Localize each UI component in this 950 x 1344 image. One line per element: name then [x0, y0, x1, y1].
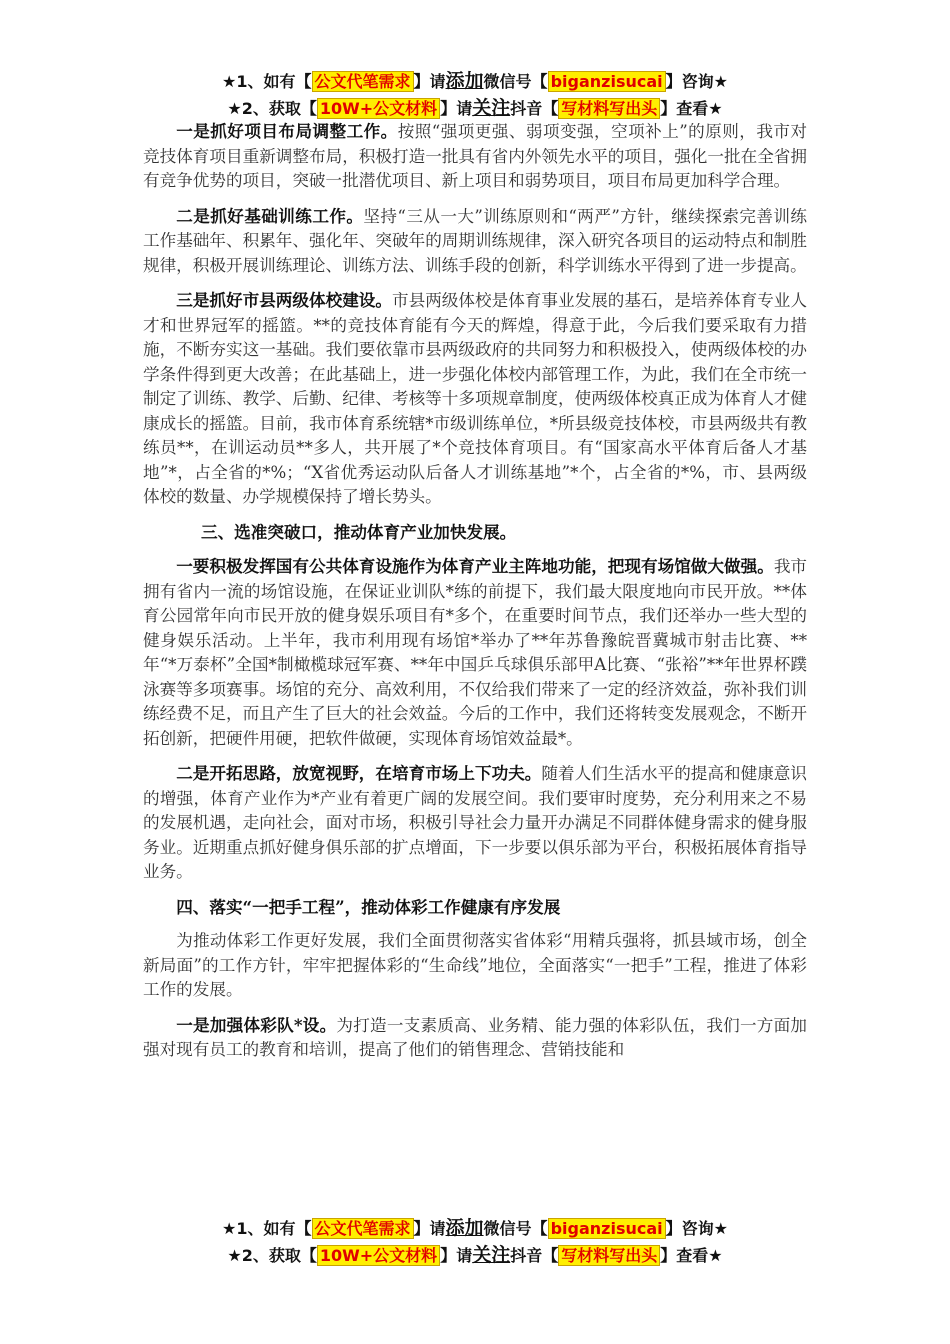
banner-line-2: ★2、获取【 10W+公文材料 】请关注抖音【 写材料写出头 】查看★	[227, 97, 723, 119]
paragraph-sports-schools: 三是抓好市县两级体校建设。市县两级体校是体育事业发展的基石，是培养体育专业人才和世界冠军的摇篮。**的竞技体育能有今天的辉煌，得意于此，今后我们要采取有力措施，不断夯实这一基础。我们要依靠市县两级政府的共同努力和积极投入，使两级体校的办学条件得到更大改善；在此基础上，进一步强化体校内部管理工作，为此，我们在全市统一制定了训练、教学、后勤、纪律、考核等十多项规章制度，使两级体校真正成为体育人才健康成长的摇篮。目前，我市体育系统辖*市级训练单位，*所县级竞技体校，市县两级共有教练员**，在训运动员**多人，共开展了*个竞技体育项目。有“国家高水平体育后备人才基地”*，占全省的*%；“X省优秀运动队后备人才训练基地”*个，占全省的*%，市、县两级体校的数量、办学规模保持了增长势头。	[143, 290, 808, 506]
highlight-service: 公文代笔需求	[312, 71, 414, 92]
paragraph-lottery-policy: 为推动体彩工作更好发展，我们全面贯彻落实省体彩“用精兵强将，抓县域市场，创全新局面”的工作方针，牢牢把握体彩的“生命线”地位，全面落实“一把手”工程，推进了体彩工作的发展。	[143, 931, 807, 999]
section-heading-lottery: 四、落实“一把手工程”，推动体彩工作健康有序发展	[176, 896, 561, 917]
paragraph-market: 二是开拓思路，放宽视野，在培育市场上下功夫。随着人们生活水平的提高和健康意识的增强，体育产业作为*产业有着更广阔的发展空间。我们要审时度势，充分利用来之不易的发展机遇，走向社会，面对市场，积极引导社会力量开办满足不同群体健身需求的健身服务业。近期重点抓好健身俱乐部的扩点增面，下一步要以俱乐部为平台，积极拓展体育指导业务。	[143, 763, 808, 881]
highlight-materials: 10W+公文材料	[317, 1245, 440, 1266]
section-heading-sports-industry: 三、选准突破口，推动体育产业加快发展。	[201, 521, 517, 542]
paragraph-lottery-team: 一是加强体彩队*设。为打造一支素质高、业务精、能力强的体彩队伍，我们一方面加强对现有员工的教育和培训，提高了他们的销售理念、营销技能和	[143, 1014, 807, 1059]
footer-banner	[0, 1215, 950, 1269]
highlight-wechat-id: biganzisucai	[548, 1218, 666, 1239]
banner-line-2: ★2、获取【 10W+公文材料 】请关注抖音【 写材料写出头 】查看★	[227, 1244, 723, 1266]
highlight-douyin-account: 写材料写出头	[558, 1245, 660, 1266]
header-banner	[0, 68, 950, 122]
paragraph-project-layout: 一是抓好项目布局调整工作。按照“强项更强、弱项变强，空项补上”的原则，我市对竞技体育项目重新调整布局，积极打造一批具有省内外领先水平的项目，强化一批在全省拥有竞争优势的项目，突破一批潜优项目、新上项目和弱势项目，项目布局更加科学合理。	[143, 121, 808, 190]
banner-line-1: ★1、如有【 公文代笔需求 】请添加微信号【 biganzisucai 】咨询★	[222, 1217, 728, 1239]
paragraph-venues: 一要积极发挥国有公共体育设施作为体育产业主阵地功能，把现有场馆做大做强。我市拥有省内一流的场馆设施，在保证业训队*练的前提下，我们最大限度地向市民开放。**体育公园常年向市民开放的健身娱乐项目有*多个，在重要时间节点，我们还举办一些大型的健身娱乐活动。上半年，我市利用现有场馆*举办了**年苏鲁豫皖晋冀城市射击比赛、**年“*万泰杯”全国*制橄榄球冠军赛、**年中国乒乓球俱乐部甲A比赛、“张裕”**年世界杯蹼泳赛等多项赛事。场馆的充分、高效利用，不仅给我们带来了一定的经济效益，弥补我们训练经费不足，而且产生了巨大的社会效益。今后的工作中，我们还将转变发展观念，不断开拓创新，把硬件用硬，把软件做硬，实现体育场馆效益最*。	[143, 556, 808, 748]
highlight-materials: 10W+公文材料	[317, 98, 440, 119]
highlight-wechat-id: biganzisucai	[548, 71, 666, 92]
document-body	[143, 119, 807, 1073]
banner-line-1: ★1、如有【 公文代笔需求 】请添加微信号【 biganzisucai 】咨询★	[222, 70, 728, 92]
paragraph-basic-training: 二是抓好基础训练工作。坚持“三从一大”训练原则和“两严”方针，继续探索完善训练工作基础年、积累年、强化年、突破年的周期训练规律，深入研究各项目的运动特点和制胜规律，积极开展训练理论、训练方法、训练手段的创新，科学训练水平得到了进一步提高。	[143, 205, 808, 275]
highlight-douyin-account: 写材料写出头	[558, 98, 660, 119]
highlight-service: 公文代笔需求	[312, 1218, 414, 1239]
